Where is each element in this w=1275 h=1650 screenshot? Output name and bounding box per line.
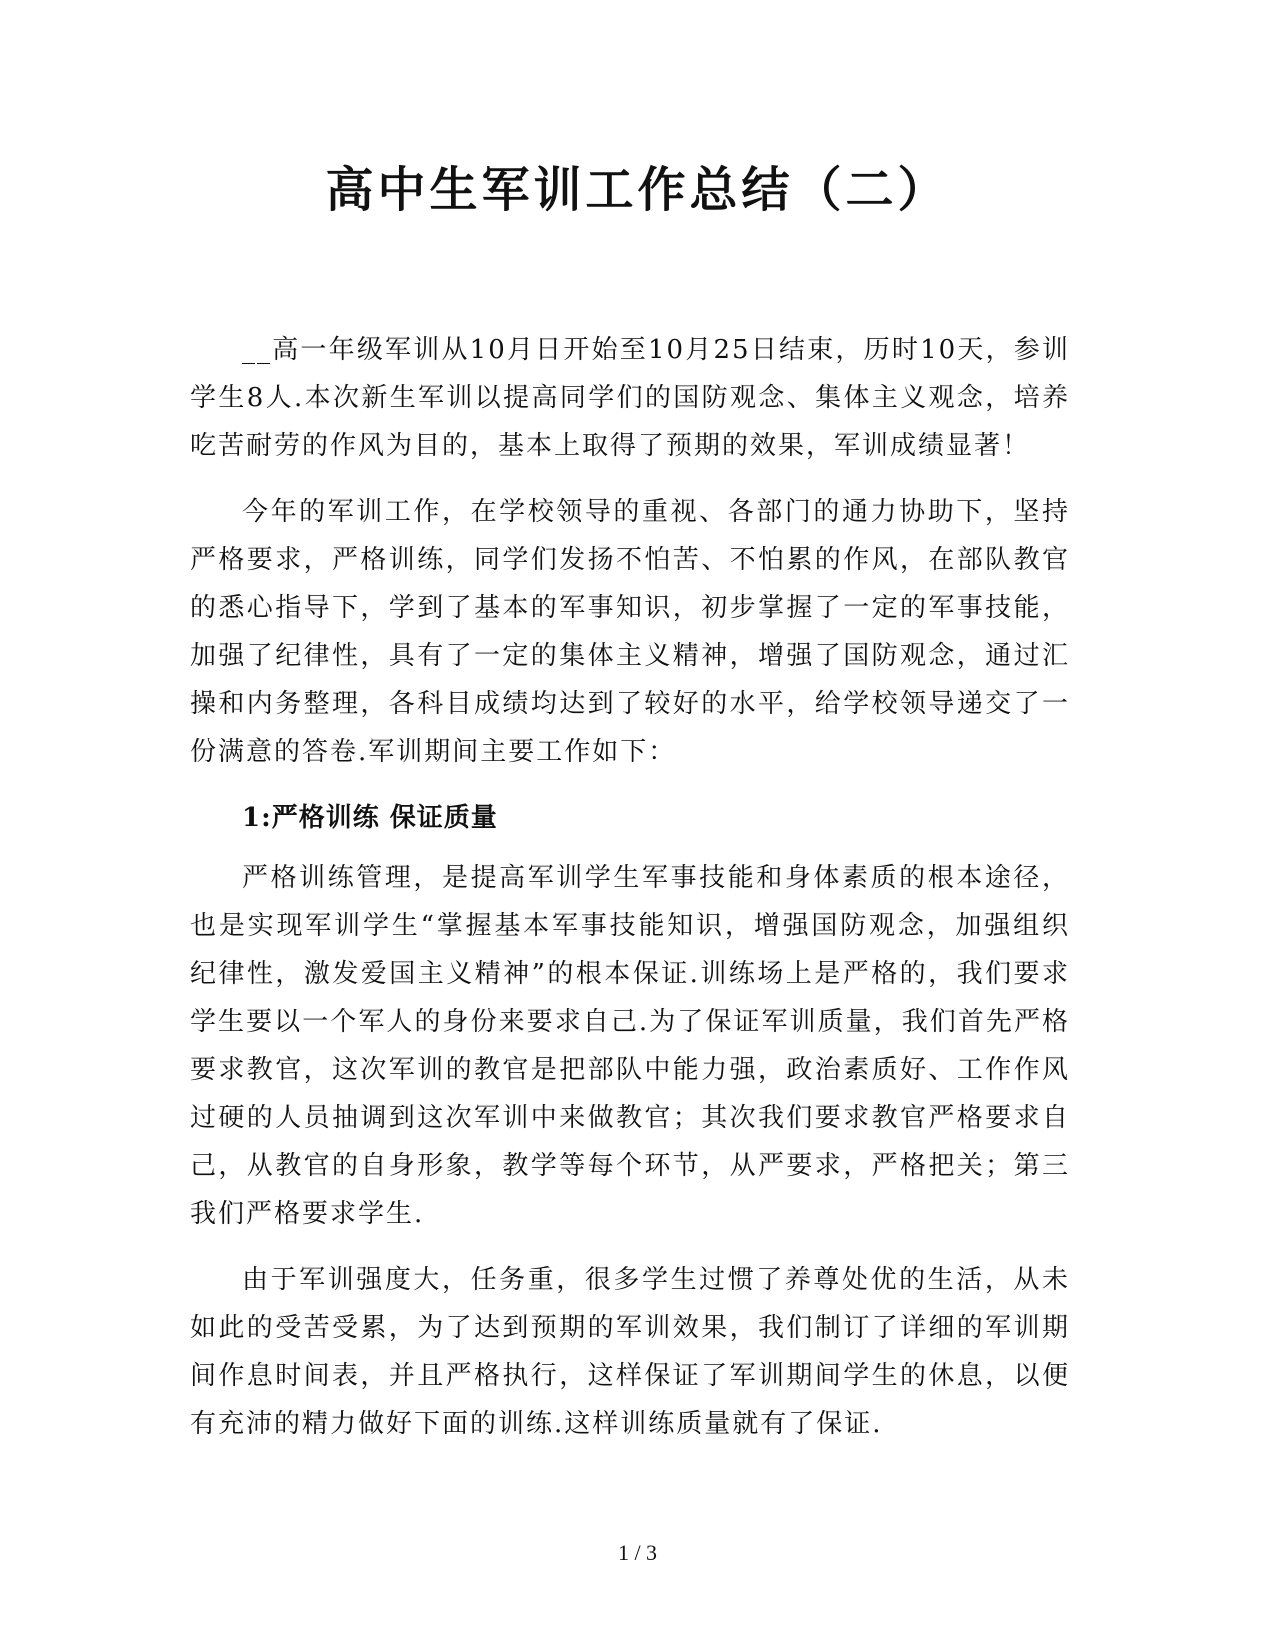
document-title: 高中生军训工作总结（二）: [325, 162, 950, 218]
intro-paragraph: __高一年级军训从10月日开始至10月25日结束，历时10天，参训学生8人.本次新生军训以提高同学们的国防观念、集体主义观念，培养吃苦耐劳的作风为目的，基本上取得了预期的效果，军训成绩显著！: [190, 335, 1070, 461]
section-paragraph: 严格训练管理，是提高军训学生军事技能和身体素质的根本途径，也是实现军训学生“掌握基本军事技能知识，增强国防观念，加强组织纪律性，激发爱国主义精神”的根本保证.训练场上是严格的，我们要求学生要以一个军人的身份来要求自己.为了保证军训质量，我们首先严格要求教官，这次军训的教官是把部队中能力强，政治素质好、工作作风过硬的人员抽调到这次军训中来做教官；其次我们要求教官严格要求自己，从教官的自身形象，教学等每个环节，从严要求，严格把关；第三我们严格要求学生.: [190, 863, 1070, 1229]
section-heading: 1:严格训练 保证质量: [242, 803, 498, 833]
document-body: [190, 326, 1070, 1466]
overview-paragraph: 今年的军训工作，在学校领导的重视、各部门的通力协助下，坚持严格要求，严格训练，同学们发扬不怕苦、不怕累的作风，在部队教官的悉心指导下，学到了基本的军事知识，初步掌握了一定的军事技能，加强了纪律性，具有了一定的集体主义精神，增强了国防观念，通过汇操和内务整理，各科目成绩均达到了较好的水平，给学校领导递交了一份满意的答卷.军训期间主要工作如下：: [190, 497, 1070, 767]
section-paragraph: 由于军训强度大，任务重，很多学生过惯了养尊处优的生活，从未如此的受苦受累，为了达到预期的军训效果，我们制订了详细的军训期间作息时间表，并且严格执行，这样保证了军训期间学生的休息，以便有充沛的精力做好下面的训练.这样训练质量就有了保证.: [190, 1265, 1070, 1439]
page-number: 1 / 3: [617, 1540, 658, 1565]
